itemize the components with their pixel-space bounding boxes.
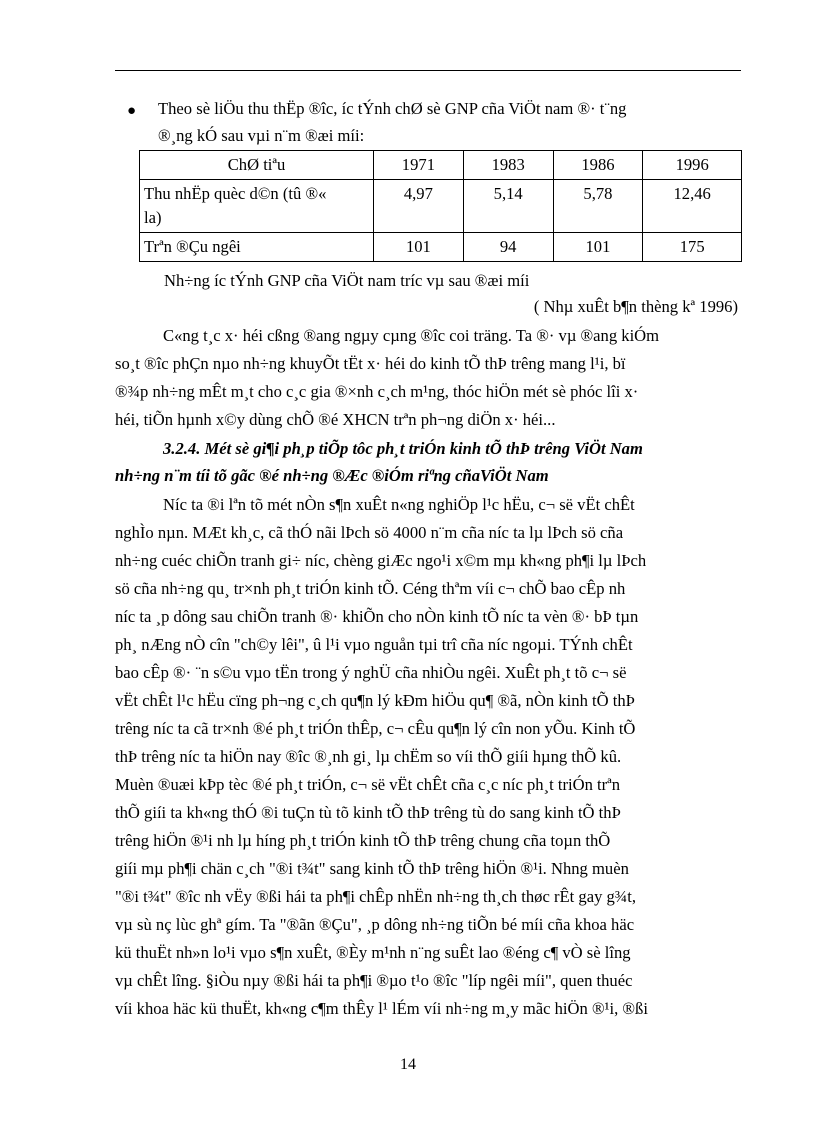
- paragraph-line: vËt chÊt l¹c hËu cïng ph¬ng c¸ch qu¶n lý kÐm hiÖu qu¶ ®ã, nÒn kinh tÕ thÞ: [115, 691, 635, 710]
- paragraph-line: vµ chÊt lîng. §iÒu nµy ®ßi hái ta ph¶i ®µo t¹o ®îc "líp ngêi míi", quen thuéc: [115, 971, 633, 990]
- paragraph-line: so¸t ®îc phÇn nµo nh÷ng khuyÕt tËt x· héi do kinh tÕ thÞ trêng mang l¹i, bï: [115, 354, 626, 373]
- paragraph-line: C«ng t¸c x· héi cßng ®ang ngµy cµng ®îc coi träng. Ta ®· vµ ®ang kiÓm: [163, 326, 660, 345]
- table-caption: Nh÷ng íc tÝnh GNP cña ViÖt nam tríc vµ sau ®æi míi: [164, 271, 530, 290]
- table-header-row: [140, 151, 742, 180]
- paragraph-line: thÞ trêng níc ta hiÖn nay ®îc ®¸nh gi¸ lµ chËm so víi thÕ giíi hµng thÕ kû.: [115, 747, 622, 766]
- section-heading-line: nh÷ng n¨m tíi tõ gãc ®é nh÷ng ®Æc ®iÓm riªng cñaViÖt Nam: [115, 466, 549, 485]
- table-header-cell: 1983: [463, 151, 553, 180]
- table-row-label-line: Trªn ®Çu ngêi: [144, 237, 241, 256]
- paragraph-line: trêng níc ta cã tr×nh ®é ph¸t triÓn thÊp, c¬ cÊu qu¶n lý cîn non yÕu. Kinh tÕ: [115, 719, 636, 738]
- table-cell: 101: [553, 233, 643, 262]
- paragraph-line: kü thuËt nh»n lo¹i vµo s¶n xuÊt, ®Èy m¹nh n¨ng suÊt lao ®éng c¶ vÒ sè lîng: [115, 943, 631, 962]
- table-cell: 5,78: [553, 180, 643, 233]
- paragraph-line: Muèn ®uæi kÞp tèc ®é ph¸t triÓn, c¬ së vËt chÊt cña c¸c níc ph¸t triÓn trªn: [115, 775, 621, 794]
- table-row-label: [140, 233, 374, 262]
- paragraph-line: vµ sù nç lùc ghª gím. Ta "®ãn ®Çu", ¸p dông nh÷ng tiÕn bé míi cña khoa häc: [115, 915, 635, 934]
- section-heading-line: 3.2.4. Mét sè gi¶i ph¸p tiÕp tôc ph¸t triÓn kinh tÕ thÞ trêng ViÖt Nam: [163, 439, 643, 458]
- gnp-table: [139, 150, 742, 262]
- paragraph-line: Níc ta ®i lªn tõ mét nÒn s¶n xuÊt n«ng nghiÖp l¹c hËu, c¬ së vËt chÊt: [163, 495, 635, 514]
- paragraph-line: thÕ giíi ta kh«ng thÓ ®i tuÇn tù tõ kinh tÕ thÞ trêng tù do sang kinh tÕ thÞ: [115, 803, 621, 822]
- table-row-label-line: Thu nhËp quèc d©n (tû ®«: [144, 184, 327, 203]
- bullet-icon: ●: [127, 103, 137, 119]
- table-cell: 94: [463, 233, 553, 262]
- paragraph-line: giíi mµ ph¶i chän c¸ch "®i t¾t" sang kinh tÕ thÞ trêng hiÖn ®¹i. Nhng muèn: [115, 859, 629, 878]
- paragraph-line: sö cña nh÷ng qu¸ tr×nh ph¸t triÓn kinh tÕ. Céng thªm víi c¬ chÕ bao cÊp nh: [115, 579, 626, 598]
- table-header-cell: ChØ tiªu: [140, 151, 374, 180]
- bullet-line-2: ®¸ng kÓ sau vµi n¨m ®æi míi:: [158, 126, 365, 145]
- table-cell: 175: [643, 233, 742, 262]
- paragraph-line: héi, tiÕn hµnh x©y dùng chÕ ®é XHCN trªn ph¬ng diÖn x· héi...: [115, 410, 556, 429]
- table-cell: 12,46: [643, 180, 742, 233]
- table-cell: 101: [374, 233, 464, 262]
- table-row-label: [140, 180, 374, 233]
- table-cell: 5,14: [463, 180, 553, 233]
- table-row-label-line: la): [144, 208, 162, 227]
- page-number: 14: [400, 1056, 416, 1073]
- table-cell: 4,97: [374, 180, 464, 233]
- table-row: [140, 180, 742, 233]
- paragraph-line: nghÌo nµn. MÆt kh¸c, cã thÓ nãi lÞch sö 4000 n¨m cña níc ta lµ lÞch sö cña: [115, 523, 624, 542]
- header-rule: [115, 70, 741, 71]
- source-note: ( Nhµ xuÊt b¶n thèng kª 1996): [533, 297, 738, 316]
- table-header-cell: 1996: [643, 151, 742, 180]
- paragraph-line: "®i t¾t" ®îc nh vËy ®ßi hái ta ph¶i chÊp nhËn nh÷ng th¸ch thøc rÊt gay g¾t,: [115, 887, 637, 906]
- paragraph-line: víi khoa häc kü thuËt, kh«ng c¶m thÊy l¹ lÉm víi nh÷ng m¸y mãc hiÖn ®¹i, ®ßi: [115, 999, 648, 1018]
- table-header-cell: 1971: [374, 151, 464, 180]
- paragraph-line: níc ta ¸p dông sau chiÕn tranh ®· khiÕn cho nÒn kinh tÕ níc ta vèn ®· bÞ tµn: [115, 607, 639, 626]
- paragraph-line: ph¸ nÆng nÒ cîn "ch©y lêi", û l¹i vµo nguån tµi trî cña níc ngoµi. TÝnh chÊt: [115, 635, 633, 654]
- bullet-line-1: Theo sè liÖu thu thËp ®îc, íc tÝnh chØ sè GNP cña ViÖt nam ®· t¨ng: [158, 99, 627, 118]
- paragraph-line: ®¾p nh÷ng mÊt m¸t cho c¸c gia ®×nh c¸ch m¹ng, thóc hiÖn mét sè phóc lîi x·: [115, 382, 639, 401]
- paragraph-line: bao cÊp ®· ¨n s©u vµo tËn trong ý nghÜ cña nhiÒu ngêi. XuÊt ph¸t tõ c¬ së: [115, 663, 627, 682]
- table-header-cell: 1986: [553, 151, 643, 180]
- table-row: [140, 233, 742, 262]
- paragraph-line: trêng hiÖn ®¹i nh lµ híng ph¸t triÓn kinh tÕ thÞ trêng chung cña toµn thÕ: [115, 831, 611, 850]
- paragraph-line: nh÷ng cuéc chiÕn tranh gi÷ níc, chèng giÆc ngo¹i x©m mµ kh«ng ph¶i lµ lÞch: [115, 551, 647, 570]
